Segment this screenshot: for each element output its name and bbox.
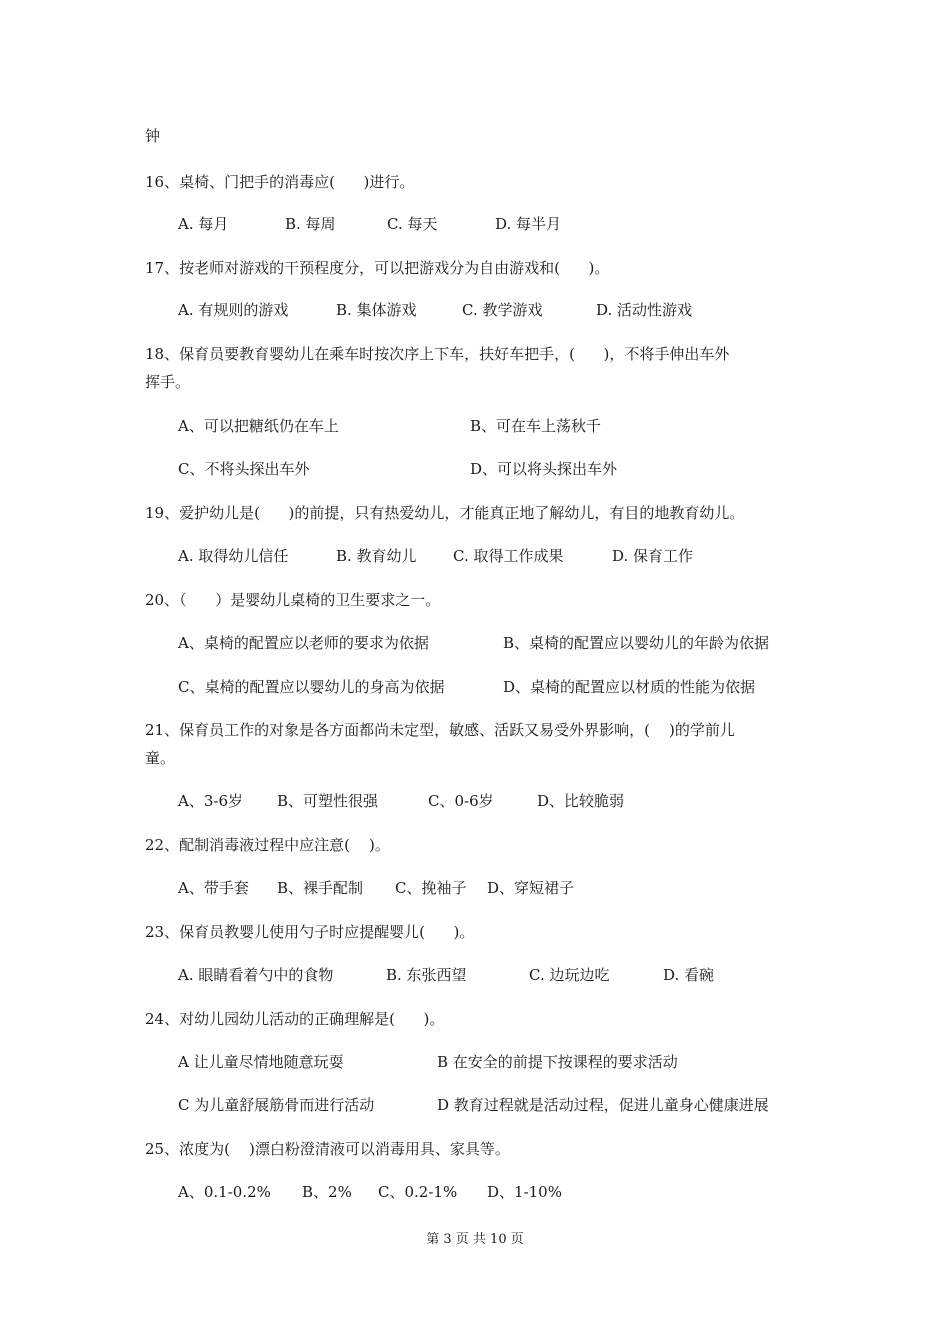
question-20-option-d: D、桌椅的配置应以材质的性能为依据 (503, 678, 756, 696)
question-22-stem: 22、配制消毒液过程中应注意( )。 (145, 836, 390, 854)
question-21-option-d: D、比较脆弱 (537, 792, 625, 810)
question-23-option-a: A. 眼睛看着勺中的食物 (178, 966, 334, 984)
question-21-stem: 21、保育员工作的对象是各方面都尚未定型，敏感、活跃又易受外界影响，( )的学前儿 (145, 721, 735, 739)
question-17-option-c: C. 教学游戏 (462, 301, 543, 319)
question-24-option-a: A 让儿童尽情地随意玩耍 (178, 1053, 344, 1071)
question-18-stem-cont: 挥手。 (145, 373, 191, 391)
question-24-stem: 24、对幼儿园幼儿活动的正确理解是( )。 (145, 1010, 445, 1028)
question-21-stem-cont: 童。 (145, 749, 176, 767)
question-21-option-a: A、3-6岁 (178, 792, 243, 810)
question-20-option-a: A、桌椅的配置应以老师的要求为依据 (178, 634, 429, 652)
question-22-option-d: D、穿短裙子 (487, 879, 575, 897)
question-24-option-c: C 为儿童舒展筋骨而进行活动 (178, 1096, 375, 1114)
question-20-option-b: B、桌椅的配置应以婴幼儿的年龄为依据 (503, 634, 770, 652)
question-16-option-c: C. 每天 (387, 215, 438, 233)
question-19-option-a: A. 取得幼儿信任 (178, 547, 289, 565)
continuation-text: 钟 (145, 127, 161, 145)
question-18-option-a: A、可以把糖纸仍在车上 (178, 417, 339, 435)
question-23-stem: 23、保育员教婴儿使用勺子时应提醒婴儿( )。 (145, 923, 475, 941)
page-footer: 第 3 页 共 10 页 (426, 1232, 524, 1247)
question-22-option-a: A、带手套 (178, 879, 249, 897)
question-20-stem: 20、（ ）是婴幼儿桌椅的卫生要求之一。 (145, 591, 441, 609)
question-18-stem: 18、保育员要教育婴幼儿在乘车时按次序上下车，扶好车把手，( )，不将手伸出车外 (145, 345, 730, 363)
question-25-option-c: C、0.2-1% (378, 1183, 458, 1201)
question-19-option-c: C. 取得工作成果 (453, 547, 564, 565)
question-18-option-b: B、可在车上荡秋千 (470, 417, 602, 435)
question-16-stem: 16、桌椅、门把手的消毒应( )进行。 (145, 173, 415, 191)
question-16-option-b: B. 每周 (285, 215, 336, 233)
question-22-option-c: C、挽袖子 (395, 879, 467, 897)
question-16-option-a: A. 每月 (178, 215, 229, 233)
question-18-option-c: C、不将头探出车外 (178, 460, 310, 478)
question-21-option-b: B、可塑性很强 (277, 792, 379, 810)
question-25-option-a: A、0.1-0.2% (178, 1183, 271, 1201)
question-25-option-b: B、2% (302, 1183, 352, 1201)
question-16-option-d: D. 每半月 (495, 215, 562, 233)
question-24-option-b: B 在安全的前提下按课程的要求活动 (437, 1053, 678, 1071)
question-18-option-d: D、可以将头探出车外 (470, 460, 618, 478)
question-22-option-b: B、裸手配制 (277, 879, 364, 897)
question-19-option-d: D. 保育工作 (612, 547, 694, 565)
question-25-option-d: D、1-10% (487, 1183, 562, 1201)
question-17-option-a: A. 有规则的游戏 (178, 301, 289, 319)
question-17-stem: 17、按老师对游戏的干预程度分，可以把游戏分为自由游戏和( )。 (145, 259, 610, 277)
question-17-option-b: B. 集体游戏 (336, 301, 417, 319)
question-23-option-b: B. 东张西望 (386, 966, 467, 984)
question-19-stem: 19、爱护幼儿是( )的前提，只有热爱幼儿，才能真正地了解幼儿，有目的地教育幼儿。 (145, 504, 745, 522)
question-24-option-d: D 教育过程就是活动过程，促进儿童身心健康进展 (437, 1096, 769, 1114)
question-23-option-d: D. 看碗 (663, 966, 715, 984)
question-21-option-c: C、0-6岁 (428, 792, 494, 810)
question-17-option-d: D. 活动性游戏 (596, 301, 693, 319)
question-23-option-c: C. 边玩边吃 (529, 966, 610, 984)
question-20-option-c: C、桌椅的配置应以婴幼儿的身高为依据 (178, 678, 445, 696)
question-19-option-b: B. 教育幼儿 (336, 547, 417, 565)
question-25-stem: 25、浓度为( )漂白粉澄清液可以消毒用具、家具等。 (145, 1140, 510, 1158)
